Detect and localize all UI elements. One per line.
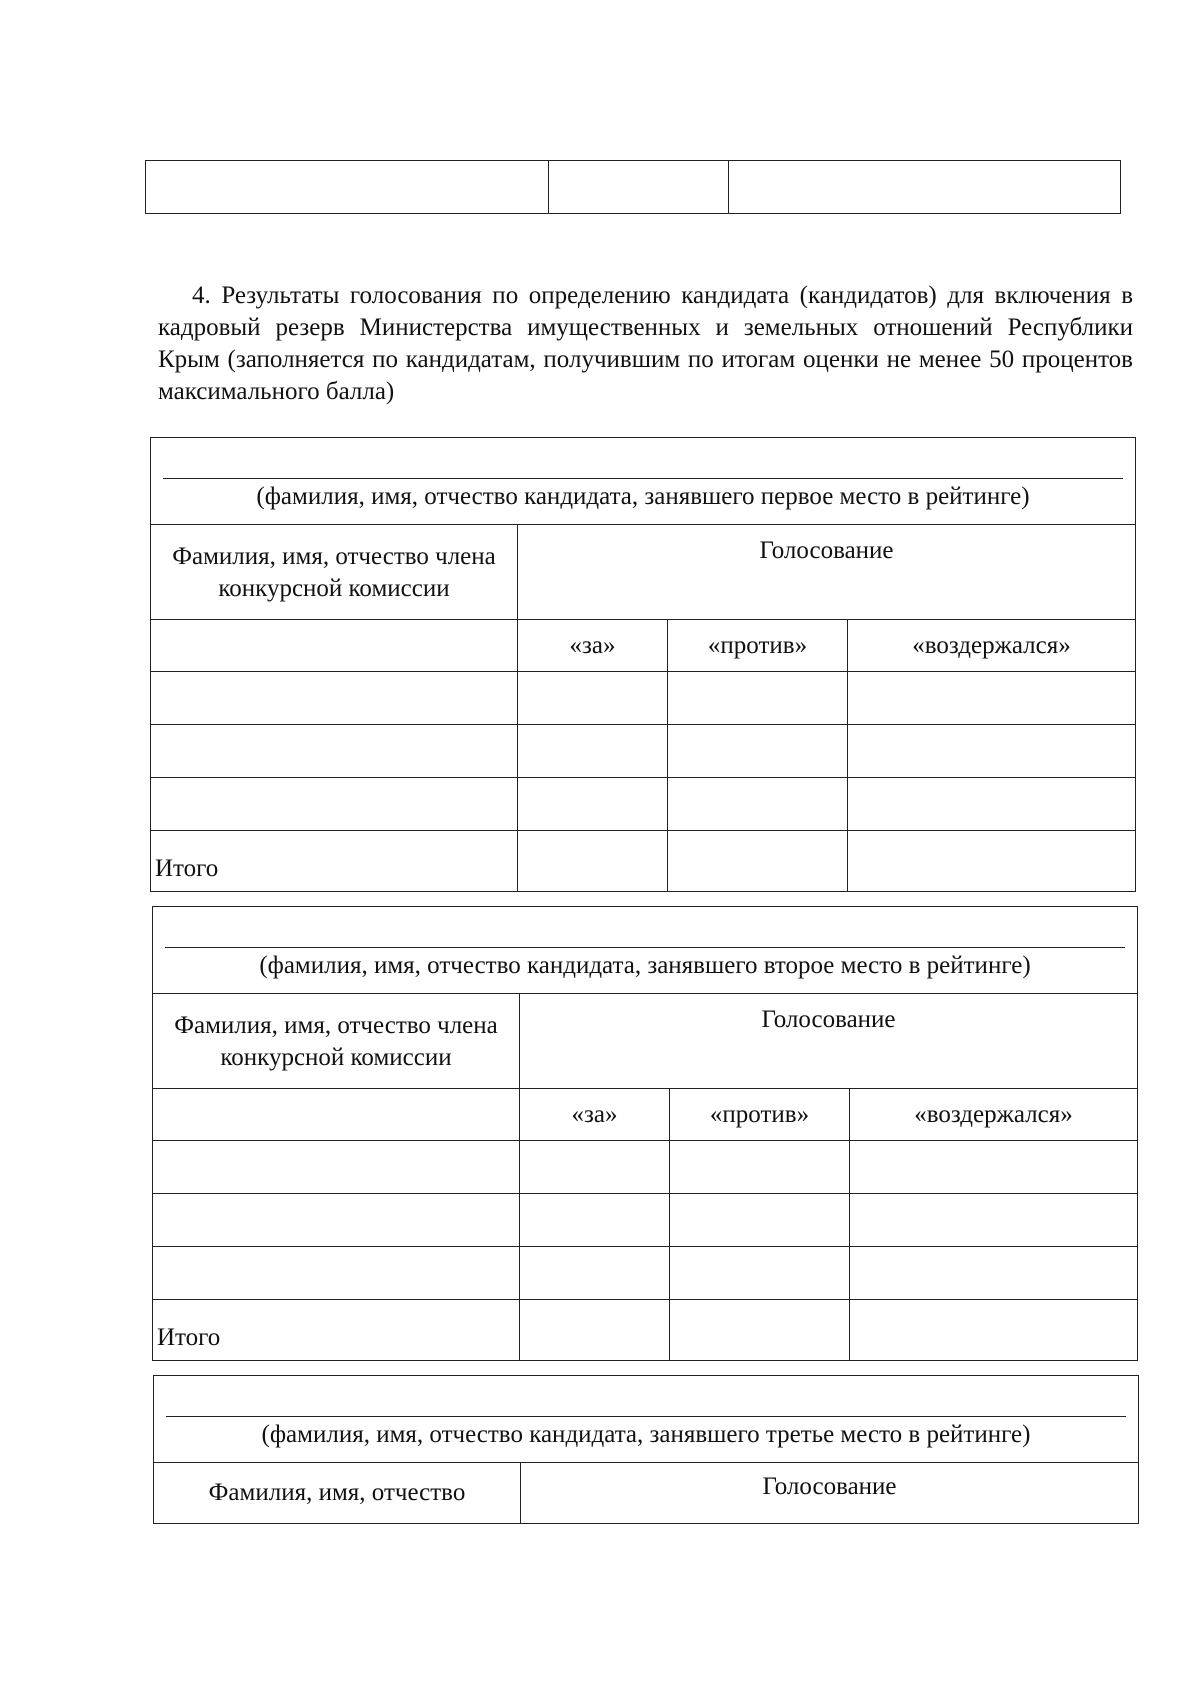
table-cell[interactable] bbox=[518, 778, 668, 831]
table-row bbox=[153, 1247, 1138, 1300]
vote-table-first-place bbox=[150, 437, 1136, 892]
header-row bbox=[151, 525, 1136, 620]
total-label: Итого bbox=[153, 1300, 520, 1361]
against-column-header: «против» bbox=[670, 1089, 850, 1141]
table-cell[interactable] bbox=[850, 1194, 1138, 1247]
table-cell[interactable] bbox=[670, 1194, 850, 1247]
table-cell[interactable] bbox=[668, 725, 848, 778]
candidate-caption: (фамилия, имя, отчество кандидата, занявшего третье место в рейтинге) bbox=[261, 1421, 1031, 1448]
table-cell[interactable] bbox=[520, 1194, 670, 1247]
previous-table-remnant bbox=[145, 160, 1121, 214]
table-cell[interactable] bbox=[520, 1141, 670, 1194]
table-cell[interactable] bbox=[151, 725, 518, 778]
candidate-caption: (фамилия, имя, отчество кандидата, занявшего первое место в рейтинге) bbox=[256, 483, 1030, 510]
table-cell[interactable] bbox=[668, 778, 848, 831]
against-column-header: «против» bbox=[668, 620, 848, 672]
total-row bbox=[151, 831, 1136, 892]
subheader-row bbox=[153, 1089, 1138, 1141]
table-cell[interactable] bbox=[518, 672, 668, 725]
table-cell bbox=[151, 620, 518, 672]
table-cell[interactable] bbox=[153, 1141, 520, 1194]
table-cell[interactable] bbox=[850, 1300, 1138, 1361]
caption-row bbox=[151, 438, 1136, 525]
header-row bbox=[154, 1463, 1139, 1524]
table-cell[interactable] bbox=[848, 778, 1136, 831]
table-row bbox=[151, 725, 1136, 778]
for-column-header: «за» bbox=[520, 1089, 670, 1141]
vote-column-header: Голосование bbox=[520, 994, 1138, 1089]
table-cell[interactable] bbox=[670, 1141, 850, 1194]
caption-row bbox=[154, 1376, 1139, 1463]
table-cell[interactable] bbox=[848, 672, 1136, 725]
table-row bbox=[151, 672, 1136, 725]
member-column-header: Фамилия, имя, отчество члена конкурсной комиссии bbox=[151, 525, 518, 620]
vote-column-header: Голосование bbox=[521, 1463, 1139, 1524]
vote-table-second-place bbox=[152, 906, 1138, 1361]
section-number: 4. bbox=[192, 282, 211, 309]
table-row bbox=[153, 1141, 1138, 1194]
table-cell bbox=[153, 1089, 520, 1141]
candidate-name-cell[interactable] bbox=[151, 438, 1136, 525]
table-row bbox=[153, 1194, 1138, 1247]
table-cell[interactable] bbox=[670, 1247, 850, 1300]
total-row bbox=[153, 1300, 1138, 1361]
candidate-caption: (фамилия, имя, отчество кандидата, занявшего второе место в рейтинге) bbox=[259, 952, 1031, 979]
vote-table-third-place bbox=[153, 1375, 1139, 1524]
total-label: Итого bbox=[151, 831, 518, 892]
section-paragraph bbox=[158, 280, 1133, 408]
member-column-header: Фамилия, имя, отчество члена конкурсной комиссии bbox=[153, 994, 520, 1089]
table-cell[interactable] bbox=[850, 1141, 1138, 1194]
member-column-header: Фамилия, имя, отчество bbox=[154, 1463, 521, 1524]
caption-row bbox=[153, 907, 1138, 994]
table-cell[interactable] bbox=[151, 778, 518, 831]
table-cell bbox=[729, 161, 1121, 214]
header-row bbox=[153, 994, 1138, 1089]
table-cell[interactable] bbox=[668, 672, 848, 725]
candidate-name-cell[interactable] bbox=[153, 907, 1138, 994]
section-text: Результаты голосования по определению кандидата (кандидатов) для включения в кадровый резерв Министерства имущественных и земельных отношений Республики Крым (заполняется по кандидатам, получившим по итогам оценки не менее 50 процентов максимального балла) bbox=[158, 282, 1133, 405]
for-column-header: «за» bbox=[518, 620, 668, 672]
abstain-column-header: «воздержался» bbox=[850, 1089, 1138, 1141]
table-cell[interactable] bbox=[518, 725, 668, 778]
table-cell[interactable] bbox=[520, 1247, 670, 1300]
table-cell[interactable] bbox=[668, 831, 848, 892]
abstain-column-header: «воздержался» bbox=[848, 620, 1136, 672]
fill-in-line bbox=[163, 478, 1123, 479]
table-cell bbox=[146, 161, 549, 214]
vote-column-header: Голосование bbox=[518, 525, 1136, 620]
table-cell[interactable] bbox=[518, 831, 668, 892]
table-cell[interactable] bbox=[520, 1300, 670, 1361]
candidate-name-cell[interactable] bbox=[154, 1376, 1139, 1463]
table-cell[interactable] bbox=[848, 725, 1136, 778]
table-cell[interactable] bbox=[670, 1300, 850, 1361]
table-cell[interactable] bbox=[153, 1194, 520, 1247]
table-cell[interactable] bbox=[153, 1247, 520, 1300]
table-cell[interactable] bbox=[850, 1247, 1138, 1300]
subheader-row bbox=[151, 620, 1136, 672]
table-cell[interactable] bbox=[151, 672, 518, 725]
table-row bbox=[151, 778, 1136, 831]
fill-in-line bbox=[166, 1416, 1126, 1417]
table-cell[interactable] bbox=[848, 831, 1136, 892]
table-cell bbox=[549, 161, 729, 214]
fill-in-line bbox=[165, 947, 1125, 948]
table-row bbox=[146, 161, 1121, 214]
